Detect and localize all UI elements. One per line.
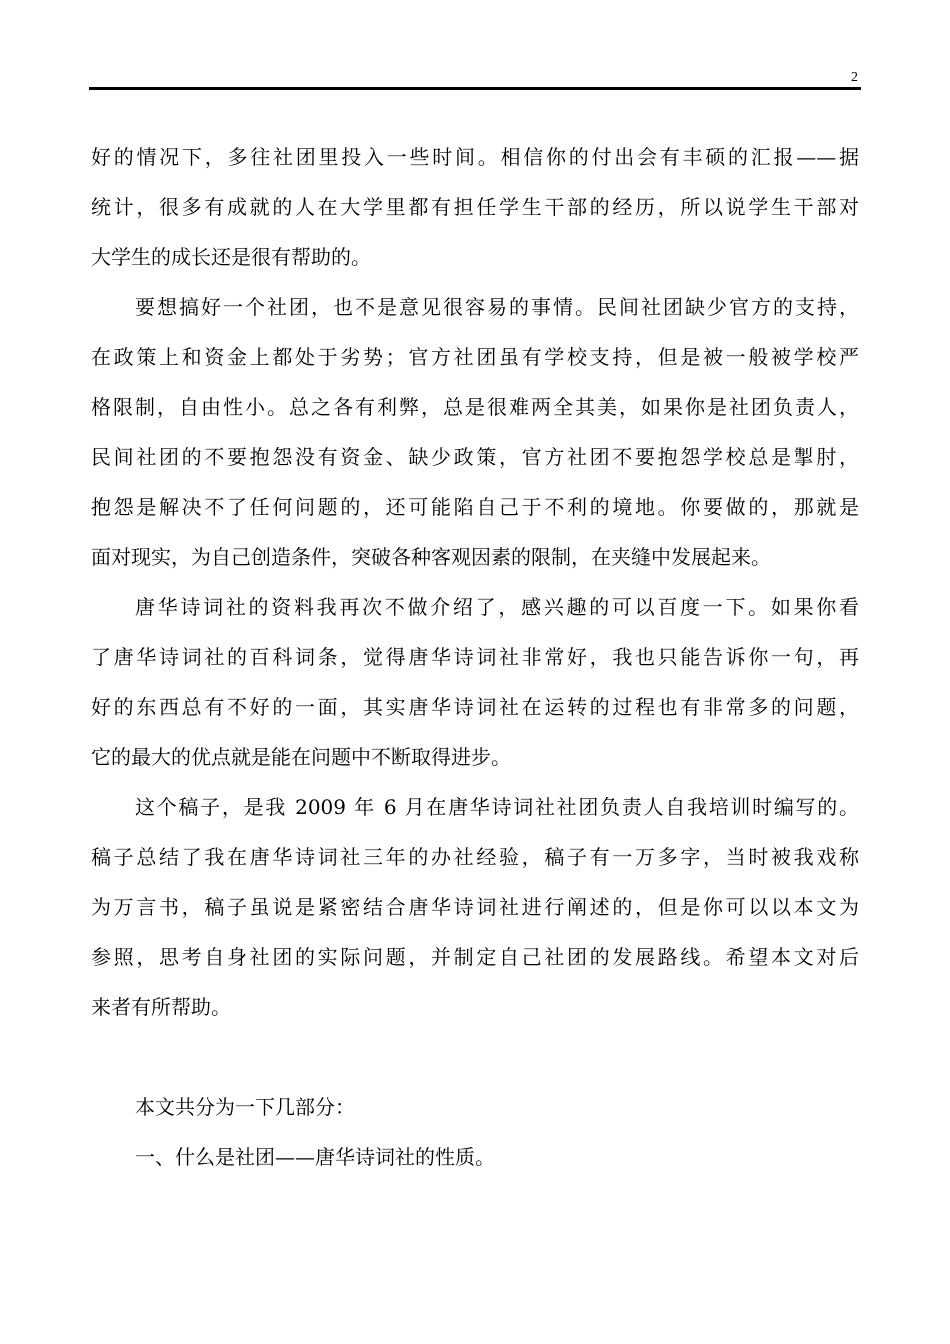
text-line: 格限制，自由性小。总之各有利弊，总是很难两全其美，如果你是社团负责人，: [91, 395, 859, 419]
text-line: 在政策上和资金上都处于劣势；官方社团虽有学校支持，但是被一般被学校严: [91, 345, 859, 369]
paragraph-4: [91, 782, 859, 1032]
text-line: 好的东西总有不好的一面，其实唐华诗词社在运转的过程也有非常多的问题，: [91, 695, 859, 719]
paragraph-3: [91, 582, 859, 782]
text-line: 它的最大的优点就是能在问题中不断取得进步。: [91, 745, 511, 769]
text-line: 一、什么是社团——唐华诗词社的性质。: [135, 1145, 495, 1169]
header-rule: [89, 87, 861, 90]
text-line: 要想搞好一个社团，也不是意见很容易的事情。民间社团缺少官方的支持，: [135, 295, 859, 319]
page-number: 2: [851, 70, 858, 85]
text-line: 唐华诗词社的资料我再次不做介绍了，感兴趣的可以百度一下。如果你看: [135, 595, 859, 619]
paragraph-6: [91, 1132, 859, 1182]
text-line: 本文共分为一下几部分：: [135, 1095, 355, 1119]
blank-line: [91, 1032, 859, 1082]
text-line: 面对现实，为自己创造条件，突破各种客观因素的限制，在夹缝中发展起来。: [91, 545, 771, 569]
paragraph-1: [91, 132, 859, 282]
text-line: 稿子总结了我在唐华诗词社三年的办社经验，稿子有一万多字，当时被我戏称: [91, 845, 859, 869]
text-line: 来者有所帮助。: [91, 995, 231, 1019]
text-line: 这个稿子，是我 2009 年 6 月在唐华诗词社社团负责人自我培训时编写的。: [135, 795, 859, 819]
text-line: 民间社团的不要抱怨没有资金、缺少政策，官方社团不要抱怨学校总是掣肘，: [91, 445, 859, 469]
text-line: 参照，思考自身社团的实际问题，并制定自己社团的发展路线。希望本文对后: [91, 945, 859, 969]
text-line: 抱怨是解决不了任何问题的，还可能陷自己于不利的境地。你要做的，那就是: [91, 495, 859, 519]
text-line: 好的情况下，多往社团里投入一些时间。相信你的付出会有丰硕的汇报——据: [91, 145, 859, 169]
paragraph-5: [91, 1082, 859, 1132]
text-line: 大学生的成长还是很有帮助的。: [91, 245, 371, 269]
text-line: 为万言书，稿子虽说是紧密结合唐华诗词社进行阐述的，但是你可以以本文为: [91, 895, 859, 919]
text-line: 了唐华诗词社的百科词条，觉得唐华诗词社非常好，我也只能告诉你一句，再: [91, 645, 859, 669]
paragraph-2: [91, 282, 859, 582]
text-line: 统计，很多有成就的人在大学里都有担任学生干部的经历，所以说学生干部对: [91, 195, 859, 219]
document-body: [91, 132, 859, 1182]
